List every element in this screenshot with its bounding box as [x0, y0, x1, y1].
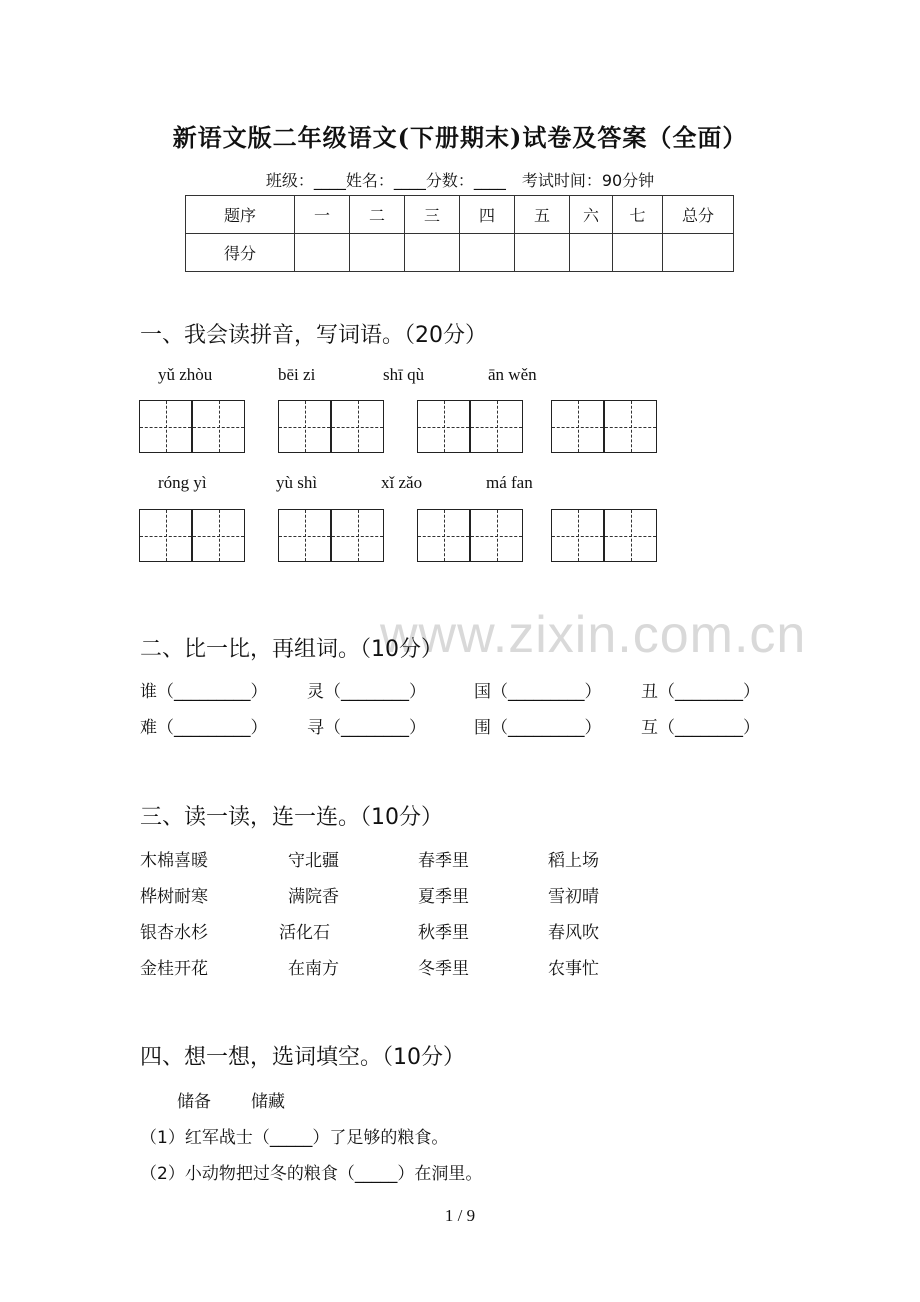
match-item: 桦树耐寒: [140, 887, 208, 907]
tian-grid-box[interactable]: [331, 509, 384, 562]
match-item: 木棉喜暖: [140, 851, 208, 871]
match-item: 春风吹: [548, 923, 599, 943]
word-option: 储备: [177, 1092, 211, 1112]
score-input-cell[interactable]: [570, 234, 613, 272]
word-pair-item: 围（_________）: [474, 718, 602, 738]
word-pair-item: 寻（________）: [307, 718, 426, 738]
score-table-score-row: [186, 234, 734, 272]
tian-grid-box[interactable]: [551, 509, 604, 562]
pinyin-label: shī qù: [383, 365, 425, 384]
score-input-cell[interactable]: [613, 234, 663, 272]
section2-heading: 二、比一比，再组词。（10分）: [140, 637, 443, 662]
match-item: 春季里: [418, 851, 469, 871]
tian-grid-box[interactable]: [470, 509, 523, 562]
score-input-cell[interactable]: [515, 234, 570, 272]
match-item: 农事忙: [548, 959, 599, 979]
section1-heading: 一、我会读拼音，写词语。（20分）: [140, 323, 487, 348]
score-input-cell[interactable]: [663, 234, 734, 272]
tian-grid-box[interactable]: [192, 400, 245, 453]
pinyin-label: róng yì: [158, 473, 207, 492]
match-item: 在南方: [288, 959, 339, 979]
score-header-cell: 二: [350, 196, 405, 234]
pinyin-label: yù shì: [276, 473, 318, 492]
page-title: 新语文版二年级语文(下册期末)试卷及答案（全面）: [172, 123, 748, 152]
tian-grid-box[interactable]: [417, 509, 470, 562]
section4-heading: 四、想一想，选词填空。（10分）: [140, 1045, 465, 1070]
match-item: 夏季里: [418, 887, 469, 907]
tian-grid-box[interactable]: [139, 509, 192, 562]
match-item: 雪初晴: [548, 887, 599, 907]
match-item: 冬季里: [418, 959, 469, 979]
pinyin-label: xǐ zǎo: [381, 473, 423, 492]
score-input-cell[interactable]: [460, 234, 515, 272]
word-pair-item: 丑（________）: [641, 682, 760, 702]
tian-grid-box[interactable]: [470, 400, 523, 453]
word-pair-item: 谁（_________）: [140, 682, 268, 702]
tian-grid-box[interactable]: [551, 400, 604, 453]
fill-question: （2）小动物把过冬的粮食（_____）在洞里。: [140, 1164, 483, 1184]
score-header-cell: 总分: [663, 196, 734, 234]
pinyin-label: bēi zi: [278, 365, 316, 384]
score-header-cell: 题序: [186, 196, 295, 234]
match-item: 金桂开花: [140, 959, 208, 979]
tian-grid-box[interactable]: [192, 509, 245, 562]
word-pair-item: 国（_________）: [474, 682, 602, 702]
pinyin-label: ān wěn: [488, 365, 537, 384]
tian-grid-box[interactable]: [331, 400, 384, 453]
word-pair-item: 互（________）: [641, 718, 760, 738]
pinyin-label: yǔ zhòu: [158, 365, 213, 384]
pinyin-label: má fan: [486, 473, 533, 492]
score-row-label: 得分: [186, 234, 295, 272]
match-item: 稻上场: [548, 851, 599, 871]
score-header-cell: 五: [515, 196, 570, 234]
score-table: [185, 195, 734, 272]
score-input-cell[interactable]: [350, 234, 405, 272]
score-header-cell: 六: [570, 196, 613, 234]
tian-grid-box[interactable]: [417, 400, 470, 453]
score-header-cell: 一: [295, 196, 350, 234]
match-item: 银杏水杉: [140, 923, 208, 943]
score-header-cell: 七: [613, 196, 663, 234]
match-item: 秋季里: [418, 923, 469, 943]
tian-grid-box[interactable]: [139, 400, 192, 453]
section3-heading: 三、读一读，连一连。（10分）: [140, 805, 443, 830]
match-item: 守北疆: [288, 851, 339, 871]
match-item: 满院香: [288, 887, 339, 907]
score-header-cell: 四: [460, 196, 515, 234]
tian-grid-box[interactable]: [604, 400, 657, 453]
tian-grid-box[interactable]: [278, 400, 331, 453]
page-number: 1 / 9: [444, 1206, 476, 1225]
match-item: 活化石: [279, 923, 330, 943]
fill-question: （1）红军战士（_____）了足够的粮食。: [140, 1128, 449, 1148]
score-input-cell[interactable]: [405, 234, 460, 272]
student-info-line: 班级：____姓名：____分数：____ 考试时间：90分钟: [265, 171, 655, 190]
word-pair-item: 难（_________）: [140, 718, 268, 738]
word-option: 储藏: [251, 1092, 285, 1112]
score-header-cell: 三: [405, 196, 460, 234]
watermark: www.zixin.com.cn: [380, 606, 807, 664]
score-table-header-row: [186, 196, 734, 234]
score-input-cell[interactable]: [295, 234, 350, 272]
tian-grid-box[interactable]: [604, 509, 657, 562]
tian-grid-box[interactable]: [278, 509, 331, 562]
word-pair-item: 灵（________）: [307, 682, 426, 702]
